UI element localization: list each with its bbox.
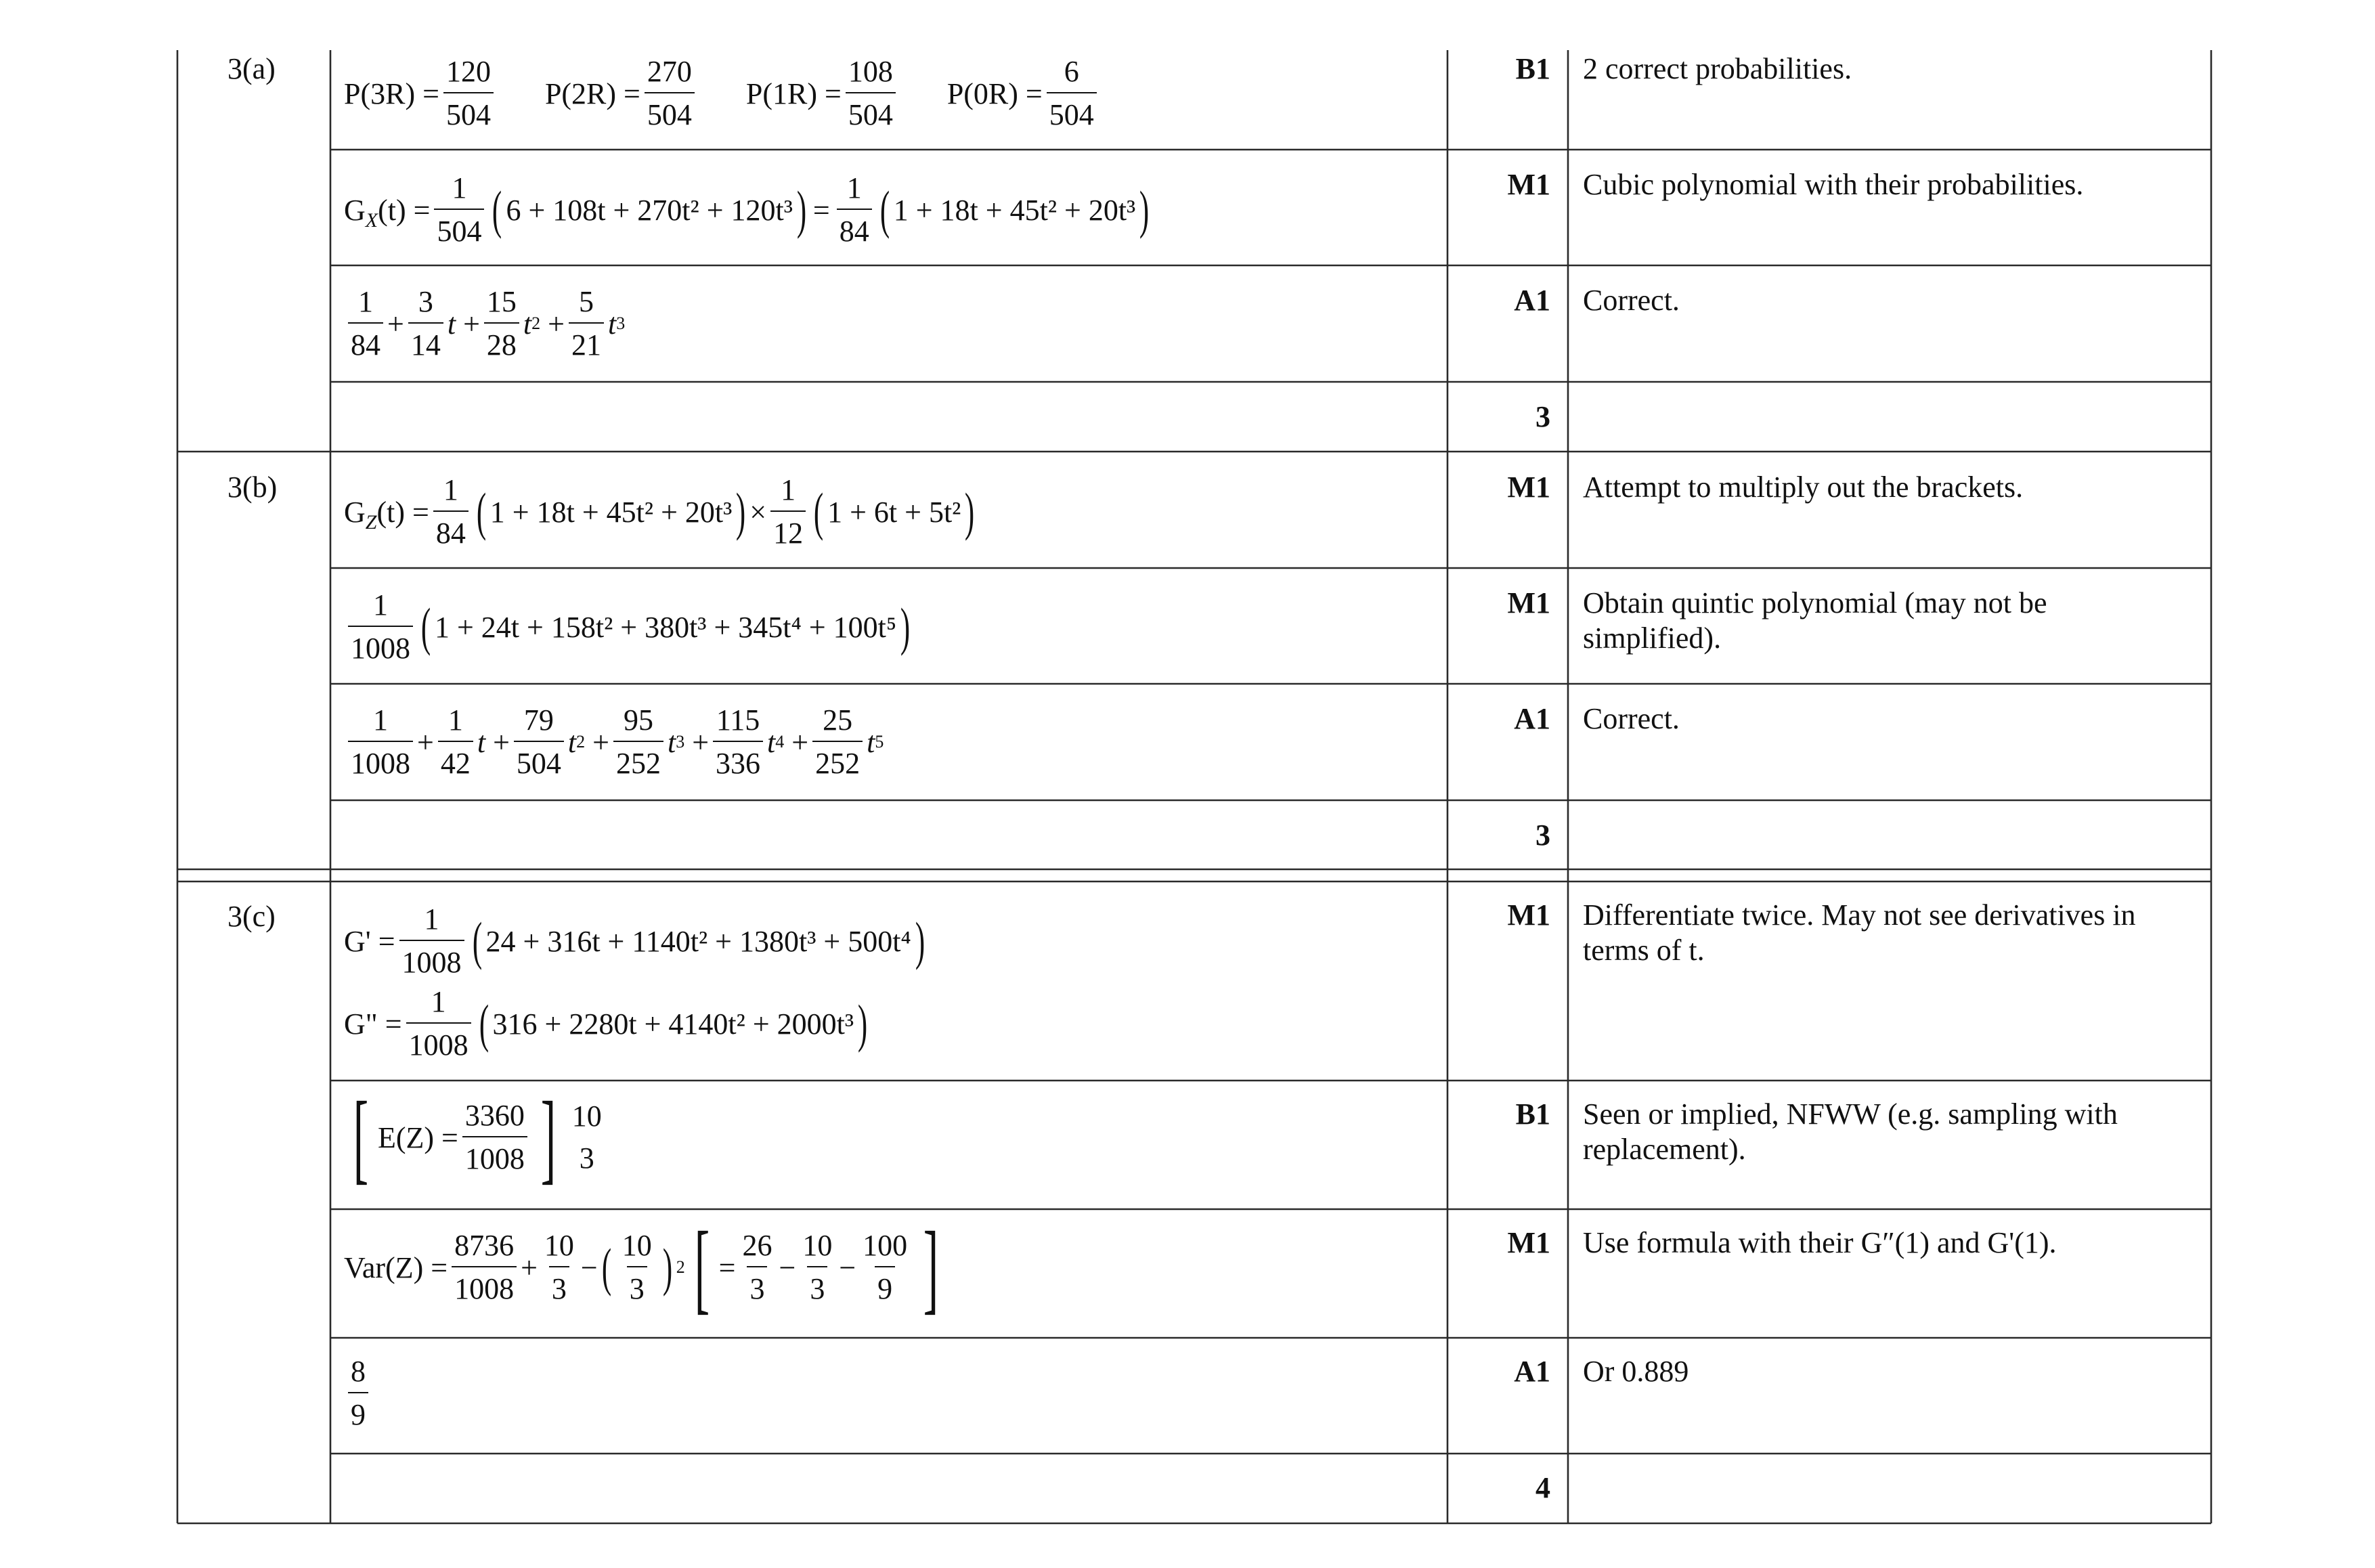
b-final-term-1: $\frac{1}{1008}$	[348, 703, 413, 781]
guidance-a2: Cubic polynomial with their probabilities.	[1583, 168, 2084, 201]
pgf-x-final-expression: $\frac{1}{84}$ + $\frac{3}{14}$ t + $\frac{15}{28}$ t 2 + $\frac{5}{21}$ t 3	[344, 284, 625, 363]
b-final-term-3: $\frac{79}{504}$	[514, 703, 564, 781]
question-number-3b: 3(b)	[227, 471, 278, 504]
a-final-term-2: $\frac{3}{14}$	[408, 284, 443, 363]
pgf-z-final-expression: $\frac{1}{1008}$ + $\frac{1}{42}$ t + $\frac{79}{504}$ t 2 + $\frac{95}{252}$ t 3 + $\frac{115}{336}$ t 4 + $\frac{25}{252}$ t 5	[344, 703, 884, 781]
pgf-x-fraction-1: $\frac{1}{504}$	[434, 171, 484, 249]
question-number-3c: 3(c)	[227, 900, 276, 933]
b-final-term-5: $\frac{115}{336}$	[713, 703, 763, 781]
p2r-fraction: $\frac{270}{504}$	[645, 54, 695, 133]
guidance-a3: Correct.	[1583, 284, 1680, 317]
guidance-c4: Or 0.889	[1583, 1355, 1689, 1388]
b-final-term-6: $\frac{25}{252}$	[812, 703, 863, 781]
pgf-x-poly-1: 6 + 108t + 270t² + 120t³	[506, 193, 793, 227]
first-derivative-label: G' =	[344, 924, 395, 958]
p2r-label: P(2R) =	[544, 77, 640, 110]
variance-expression: Var(Z) = $\frac{8736}{1008}$ + $\frac{10}{3}$ − ( $\frac{10}{3}$ ) 2 [ = $\frac{26}{3}$ − $\frac{10}{3}$ − $\frac{100}{9}$ ]	[344, 1211, 939, 1324]
second-derivative-expression: G" = $\frac{1}{1008}$ ( 316 + 2280t + 4140t² + 2000t³ )	[344, 985, 868, 1062]
question-number-3a: 3(a)	[227, 52, 276, 85]
second-derivative-poly: 316 + 2280t + 4140t² + 2000t³	[492, 1007, 854, 1041]
mark-b2: M1	[1507, 586, 1550, 619]
total-mark-c: 4	[1535, 1471, 1550, 1504]
guidance-c3-text: Use formula with their	[1583, 1226, 1854, 1259]
guidance-c3	[1583, 1225, 2192, 1261]
mark-b3: A1	[1514, 702, 1550, 735]
pgf-x-fraction-2: $\frac{1}{84}$	[837, 171, 872, 249]
pgf-x-poly-2: 1 + 18t + 45t² + 20t³	[893, 193, 1136, 227]
variance-final-fraction: $\frac{8}{9}$	[348, 1354, 368, 1433]
first-derivative-expression: G' = $\frac{1}{1008}$ ( 24 + 316t + 1140t² + 1380t³ + 500t⁴ )	[344, 902, 925, 979]
p1r-label: P(1R) =	[745, 77, 842, 110]
variance-final	[344, 1354, 372, 1433]
mark-a2: M1	[1507, 168, 1550, 201]
first-derivative-poly: 24 + 316t + 1140t² + 1380t³ + 500t⁴	[485, 924, 911, 958]
p0r-label: P(0R) =	[946, 77, 1043, 110]
guidance-c1: Differentiate twice. May not see derivatives in terms of t.	[1583, 898, 2136, 967]
variance-term-2: $\frac{10}{3}$	[544, 1229, 574, 1305]
a-final-term-3: $\frac{15}{28}$	[484, 284, 519, 363]
pgf-z-poly-1: 1 + 18t + 45t² + 20t³	[489, 495, 733, 529]
p3r-fraction: $\frac{120}{504}$	[443, 54, 494, 133]
pgf-z-fraction-2: $\frac{1}{12}$	[770, 473, 806, 551]
quintic-expression: $\frac{1}{1008}$ ( 1 + 24t + 158t² + 380t³ + 345t⁴ + 100t⁵ )	[344, 588, 914, 666]
p0r-fraction: $\frac{6}{504}$	[1047, 54, 1097, 133]
p3r-label: P(3R) =	[344, 77, 439, 110]
pgf-z-poly-2: 1 + 6t + 5t²	[827, 495, 961, 529]
pgf-x-equals: =	[812, 193, 830, 227]
variance-simplified-1: $\frac{26}{3}$	[742, 1229, 772, 1305]
pgf-z-expression: $G_Z(t)$ = $\frac{1}{84}$ ( 1 + 18t + 45t² + 20t³ ) × $\frac{1}{12}$ ( 1 + 6t + 5t² )	[344, 473, 975, 550]
total-mark-a: 3	[1535, 400, 1550, 433]
mark-c4: A1	[1514, 1355, 1550, 1388]
mean-fraction: $\frac{3360}{1008}$	[462, 1098, 527, 1177]
variance-term-3: $\frac{10}{3}$	[622, 1229, 652, 1305]
mean-label: E(Z) =	[377, 1120, 458, 1154]
mark-b1: M1	[1507, 471, 1550, 504]
pgf-x-expression: $G_X(t)$ = $\frac{1}{504}$ ( 6 + 108t + 270t² + 120t³ ) = $\frac{1}{84}$ ( 1 + 18t + 45t² + 20t³ )	[344, 171, 1150, 248]
a-final-term-1: $\frac{1}{84}$	[348, 284, 383, 363]
guidance-c2: Seen or implied, NFWW (e.g. sampling with replacement).	[1583, 1097, 2118, 1166]
mean-expression: [ E(Z) = $\frac{3360}{1008}$ ] 10 3	[344, 1097, 609, 1178]
quintic-fraction: $\frac{1}{1008}$	[348, 588, 413, 666]
quintic-poly: 1 + 24t + 158t² + 380t³ + 345t⁴ + 100t⁵	[434, 610, 897, 644]
pgf-z-times: ×	[749, 495, 767, 529]
pgf-x-lhs: $G_X(t)$ =	[344, 193, 431, 232]
variance-term-1: $\frac{8736}{1008}$	[452, 1228, 517, 1307]
variance-simplified-3: $\frac{100}{9}$	[863, 1229, 908, 1305]
variance-label: Var(Z) =	[344, 1250, 448, 1284]
p1r-fraction: $\frac{108}{504}$	[846, 54, 896, 133]
mark-c1: M1	[1507, 898, 1550, 932]
pgf-z-lhs: $G_Z(t)$ =	[344, 495, 429, 533]
second-derivative-fraction: $\frac{1}{1008}$	[406, 984, 471, 1063]
second-derivative-label: G" =	[344, 1007, 402, 1041]
guidance-b2: Obtain quintic polynomial (may not be simplified).	[1583, 586, 2047, 655]
mark-a3: A1	[1514, 284, 1550, 317]
variance-simplified-2: $\frac{10}{3}$	[802, 1229, 833, 1305]
total-mark-b: 3	[1535, 819, 1550, 852]
mark-c3: M1	[1507, 1226, 1550, 1259]
guidance-c3-expression: G″(1) and G'(1).	[1860, 1226, 2057, 1259]
first-derivative-fraction: $\frac{1}{1008}$	[399, 902, 464, 980]
probabilities-expression	[344, 54, 1101, 133]
mark-c2: B1	[1515, 1097, 1550, 1131]
mark-a1: B1	[1515, 52, 1550, 85]
mean-result: 10 3	[571, 1099, 602, 1175]
guidance-b1: Attempt to multiply out the brackets.	[1583, 471, 2024, 504]
pgf-z-fraction-1: $\frac{1}{84}$	[433, 473, 469, 551]
b-final-term-4: $\frac{95}{252}$	[613, 703, 663, 781]
a-final-term-4: $\frac{5}{21}$	[569, 284, 604, 363]
guidance-b3: Correct.	[1583, 702, 1680, 735]
guidance-a1: 2 correct probabilities.	[1583, 52, 1852, 85]
b-final-term-2: $\frac{1}{42}$	[438, 703, 473, 781]
